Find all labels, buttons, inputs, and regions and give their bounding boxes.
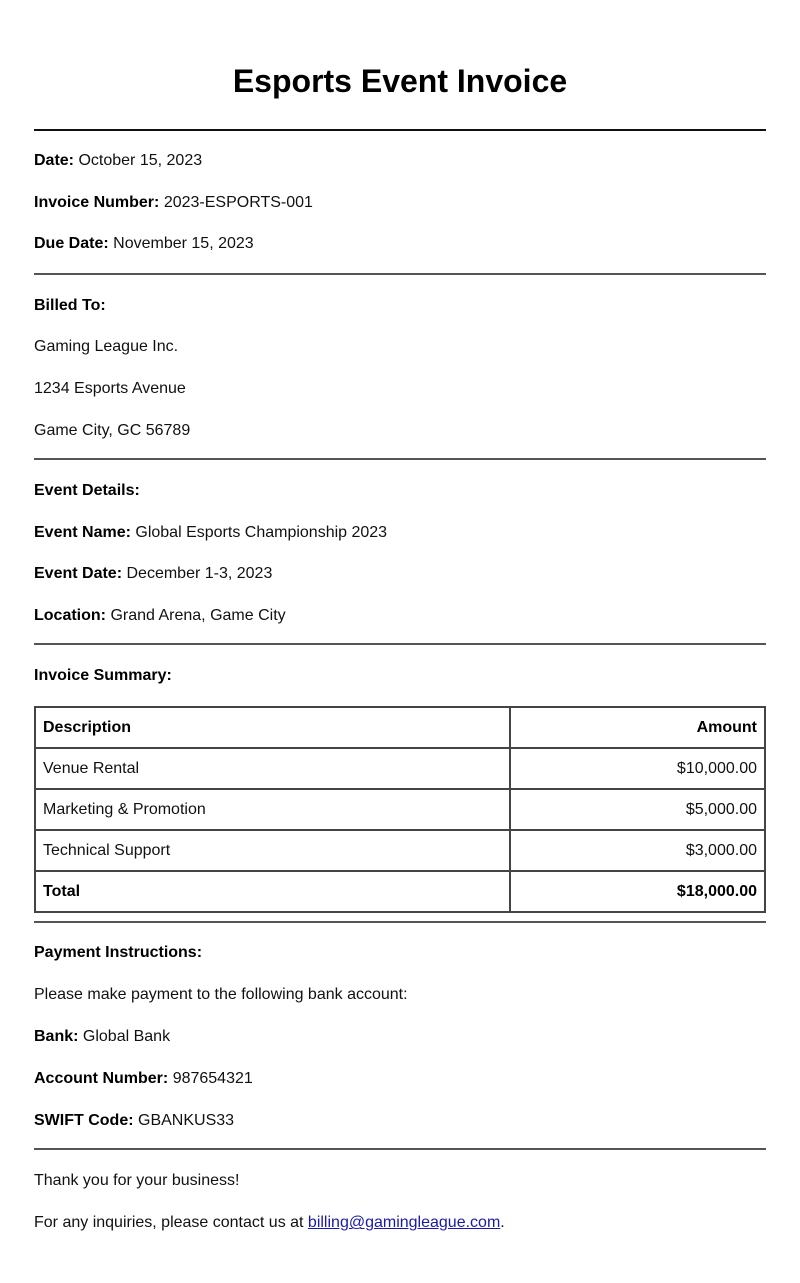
page-title: Esports Event Invoice xyxy=(232,63,568,99)
contact-prefix: For any inquiries, please contact us at xyxy=(34,1214,308,1232)
event-date xyxy=(34,564,766,583)
bank-name xyxy=(34,1027,766,1046)
section-divider xyxy=(34,273,766,275)
swift-code xyxy=(34,1111,766,1130)
event-location-value: Grand Arena, Game City xyxy=(110,606,286,624)
table-header-row xyxy=(35,707,765,748)
row-amount: $10,000.00 xyxy=(510,748,765,789)
event-name-label: Event Name: xyxy=(34,523,131,541)
table-row xyxy=(35,830,765,871)
invoice-date-value: October 15, 2023 xyxy=(78,152,203,169)
table-row xyxy=(35,748,765,789)
thank-you-note: Thank you for your business! xyxy=(34,1172,240,1190)
account-number-label: Account Number: xyxy=(34,1069,169,1087)
total-label: Total xyxy=(35,871,510,912)
bank-value: Global Bank xyxy=(82,1027,171,1045)
event-date-value: December 1-3, 2023 xyxy=(126,564,273,582)
column-header-amount: Amount xyxy=(510,707,765,748)
row-amount: $3,000.00 xyxy=(510,830,765,871)
table-row xyxy=(35,789,765,830)
payment-heading: Payment Instructions: xyxy=(34,944,203,962)
invoice-number xyxy=(34,193,766,212)
invoice-number-label: Invoice Number: xyxy=(34,194,160,212)
invoice-date xyxy=(34,151,766,170)
swift-code-label: SWIFT Code: xyxy=(34,1112,134,1129)
account-number xyxy=(34,1069,766,1088)
due-date-value: November 15, 2023 xyxy=(113,235,254,253)
event-date-label: Event Date: xyxy=(34,564,123,582)
due-date-label: Due Date: xyxy=(34,235,109,253)
total-amount: $18,000.00 xyxy=(510,871,765,912)
row-description: Venue Rental xyxy=(35,748,510,789)
section-divider xyxy=(34,1148,766,1150)
bank-label: Bank: xyxy=(34,1027,79,1045)
column-header-description: Description xyxy=(35,707,510,748)
invoice-summary-table xyxy=(34,706,766,913)
swift-code-value: GBANKUS33 xyxy=(138,1112,235,1129)
invoice-page xyxy=(34,0,766,1233)
section-divider xyxy=(34,643,766,645)
section-divider xyxy=(34,458,766,460)
event-location xyxy=(34,606,766,625)
billed-to-street: 1234 Esports Avenue xyxy=(34,379,186,397)
table-total-row xyxy=(35,871,765,912)
due-date xyxy=(34,234,766,253)
billed-to-heading: Billed To: xyxy=(34,296,106,314)
row-amount: $5,000.00 xyxy=(510,789,765,830)
invoice-summary-heading: Invoice Summary: xyxy=(34,667,172,685)
contact-email-link[interactable]: billing@gamingleague.com xyxy=(307,1214,501,1232)
event-details-heading: Event Details: xyxy=(34,482,140,500)
row-description: Marketing & Promotion xyxy=(35,789,510,830)
contact-suffix: . xyxy=(500,1214,505,1232)
invoice-number-value: 2023-ESPORTS-001 xyxy=(163,194,313,212)
section-divider xyxy=(34,921,766,923)
contact-line xyxy=(34,1213,766,1232)
event-name xyxy=(34,523,766,542)
account-number-value: 987654321 xyxy=(172,1069,253,1087)
event-name-value: Global Esports Championship 2023 xyxy=(135,523,388,541)
billed-to-company: Gaming League Inc. xyxy=(34,337,179,355)
invoice-date-label: Date: xyxy=(34,152,75,169)
title-divider xyxy=(34,129,766,131)
row-description: Technical Support xyxy=(35,830,510,871)
event-location-label: Location: xyxy=(34,606,106,624)
billed-to-city: Game City, GC 56789 xyxy=(34,422,191,440)
payment-intro: Please make payment to the following bank account: xyxy=(34,986,408,1004)
